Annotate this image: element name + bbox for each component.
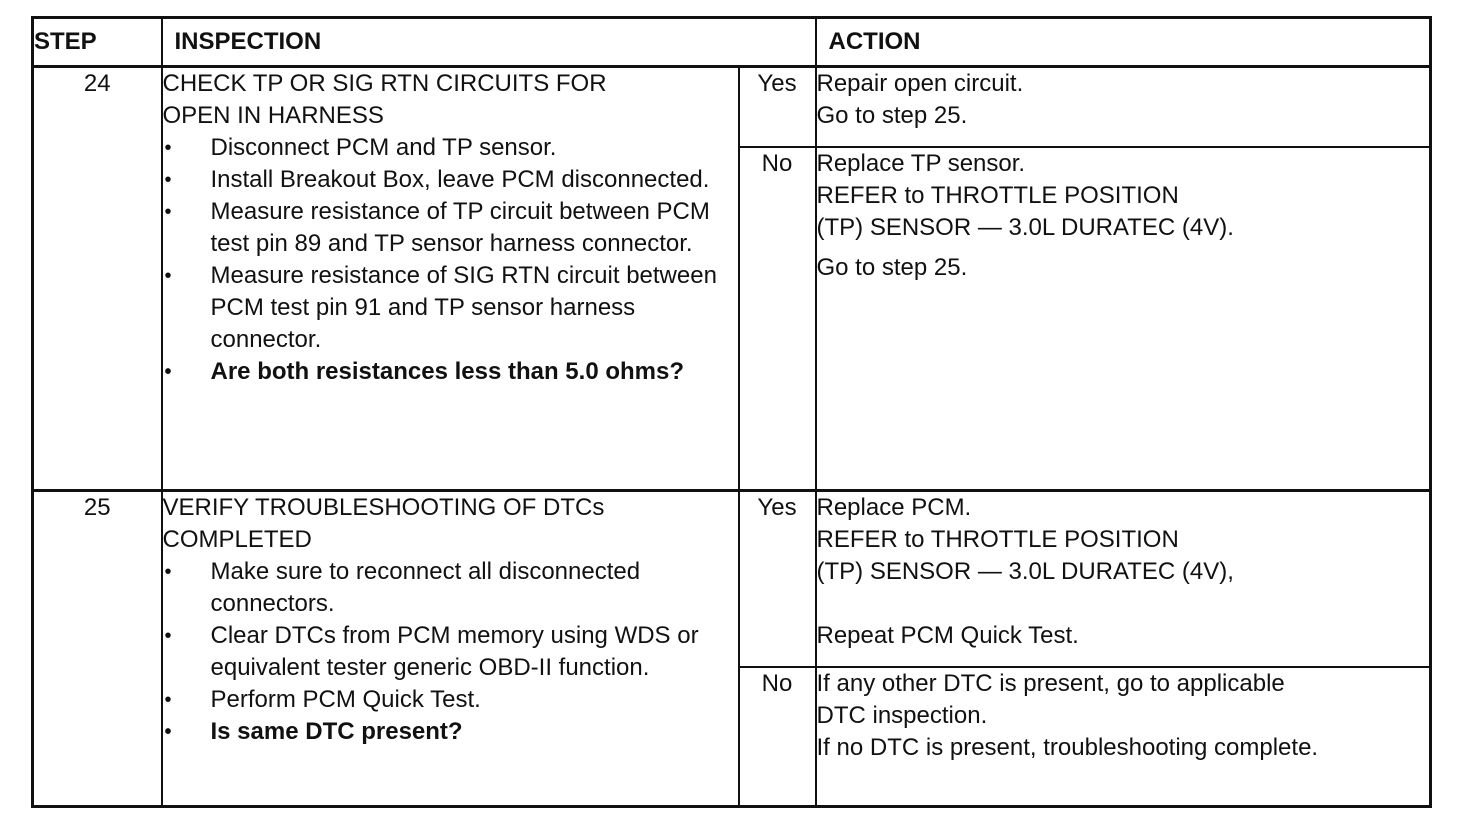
header-step: STEP	[33, 18, 162, 67]
action-no	[816, 667, 1431, 806]
header-action: ACTION	[816, 18, 1431, 67]
list-item: • Disconnect PCM and TP sensor.	[163, 132, 738, 164]
action-line: REFER to THROTTLE POSITION	[816, 181, 1179, 209]
inspection-title-line: OPEN IN HARNESS	[162, 102, 384, 129]
step-number: 24	[33, 67, 162, 491]
bullet-icon: •	[164, 201, 172, 223]
step-number: 25	[33, 490, 162, 806]
action-line: If no DTC is present, troubleshooting complete.	[816, 734, 1319, 762]
action-line: DTC inspection.	[816, 702, 988, 730]
action-line: Repeat PCM Quick Test.	[816, 621, 1079, 649]
list-item: • Measure resistance of TP circuit between PCM test pin 89 and TP sensor harness connector.	[164, 198, 710, 257]
list-item: • Make sure to reconnect all disconnected connectors.	[164, 557, 641, 617]
bullet-icon: •	[164, 137, 172, 159]
inspection-cell	[162, 490, 739, 806]
bullet-icon: •	[164, 265, 172, 287]
list-item: • Are both resistances less than 5.0 ohms?	[163, 356, 738, 388]
inspection-steps	[163, 556, 738, 748]
action-line: (TP) SENSOR — 3.0L DURATEC (4V).	[816, 213, 1234, 241]
action-line: If any other DTC is present, go to applicable	[816, 670, 1285, 698]
list-item: • Install Breakout Box, leave PCM disconnected.	[163, 164, 738, 196]
answer-no: No	[739, 667, 816, 806]
answer-no: No	[739, 147, 816, 491]
table-row	[33, 67, 1431, 147]
action-spacer	[817, 588, 1430, 620]
inspection-title-line: VERIFY TROUBLESHOOTING OF DTCs	[162, 493, 605, 521]
list-item: • Measure resistance of SIG RTN circuit between PCM test pin 91 and TP sensor harness connector.	[164, 262, 717, 353]
action-no	[816, 147, 1431, 491]
list-item: • Perform PCM Quick Test.	[163, 684, 738, 716]
inspection-title-line: COMPLETED	[162, 525, 312, 553]
answer-yes: Yes	[739, 490, 816, 667]
inspection-title-line: CHECK TP OR SIG RTN CIRCUITS FOR	[162, 70, 607, 97]
bullet-icon: •	[164, 169, 172, 191]
inspection-steps	[163, 132, 738, 388]
bullet-icon: •	[164, 624, 172, 647]
table-row	[33, 490, 1431, 667]
bullet-icon: •	[164, 688, 172, 711]
action-line: (TP) SENSOR — 3.0L DURATEC (4V),	[816, 557, 1234, 585]
bullet-icon: •	[164, 720, 172, 743]
action-line: Go to step 25.	[816, 253, 968, 281]
bullet-icon: •	[164, 560, 172, 583]
action-line: Repair open circuit.	[816, 70, 1024, 97]
action-line: Replace PCM.	[816, 493, 972, 521]
list-item: • Is same DTC present?	[163, 716, 738, 748]
answer-yes: Yes	[739, 67, 816, 147]
procedure-sheet	[31, 16, 1429, 808]
list-item: • Clear DTCs from PCM memory using WDS or equivalent tester generic OBD-II function.	[164, 621, 699, 681]
header-inspection: INSPECTION	[162, 18, 816, 67]
inspection-cell	[162, 67, 739, 491]
action-yes	[816, 67, 1431, 147]
action-yes	[816, 490, 1431, 667]
header-row	[33, 18, 1431, 67]
bullet-icon: •	[164, 361, 172, 383]
action-line: Go to step 25.	[816, 102, 968, 129]
diagnostic-table	[31, 16, 1432, 808]
action-line: Replace TP sensor.	[816, 149, 1026, 177]
action-line: REFER to THROTTLE POSITION	[816, 525, 1179, 553]
